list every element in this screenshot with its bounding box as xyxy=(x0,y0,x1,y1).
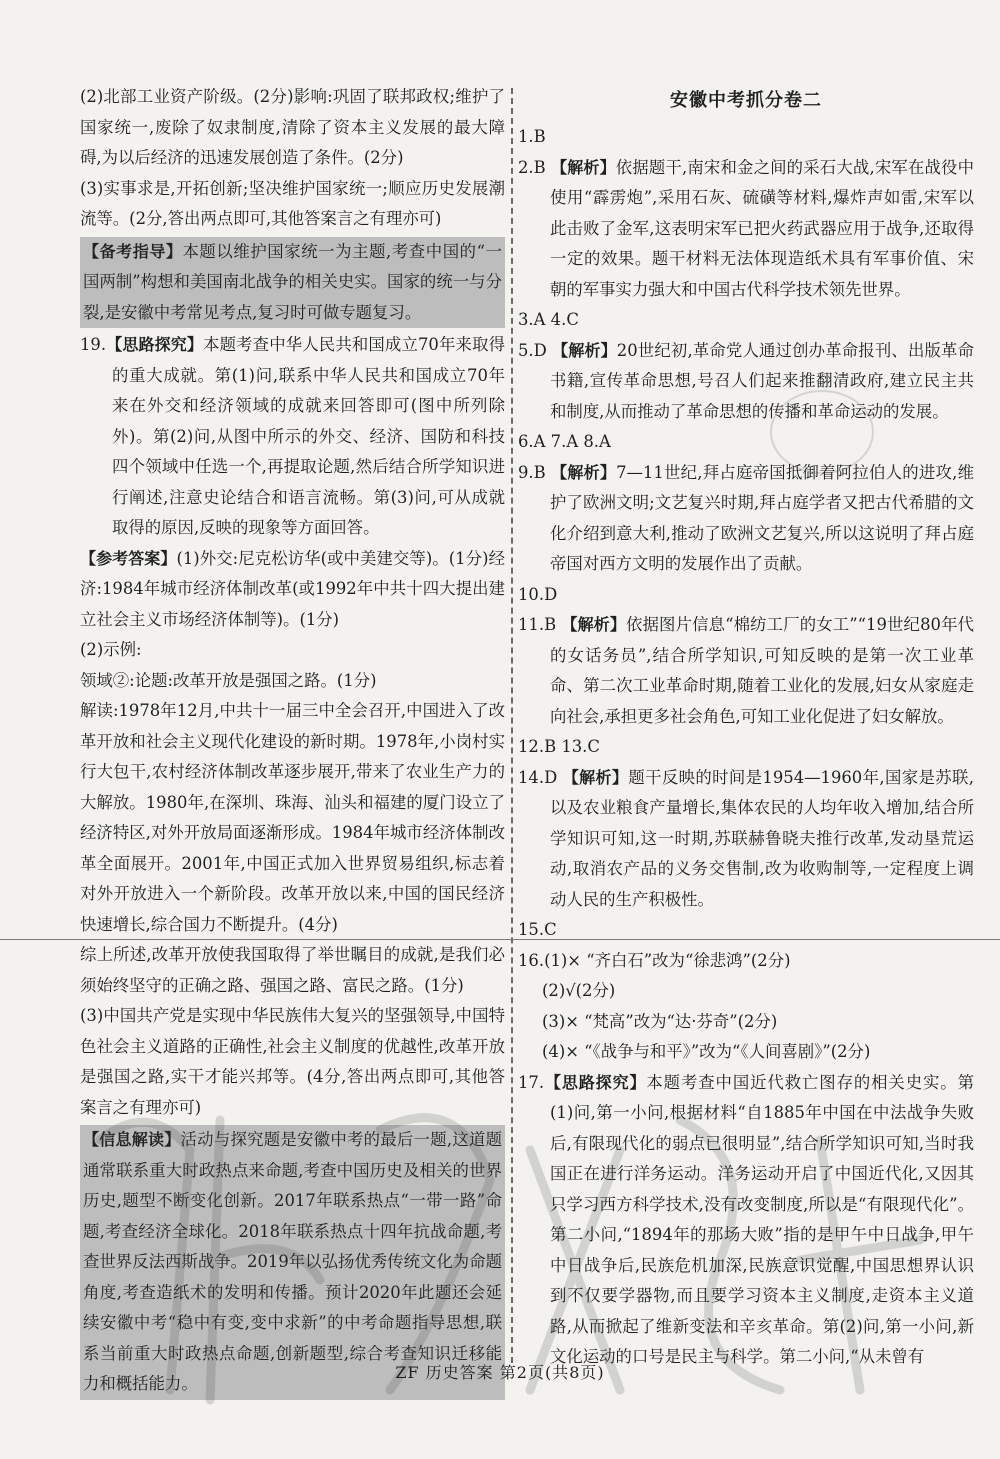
answer-14-body: 题干反映的时间是1954—1960年,国家是苏联,以及农业粮食产量增长,集体农民的人均年收入增加,结合所学知识可知,这一时期,苏联赫鲁晓夫推行改革,发动垦荒运动,取消农产品的义务交售制,改为收购制等,一定程度上调动人民的生产积极性。 xyxy=(550,767,974,909)
answer-5 xyxy=(518,336,974,428)
q19-answer-3: 领域②:论题:改革开放是强国之路。(1分) xyxy=(80,670,377,690)
q19-answer-6: (3)中国共产党是实现中华民族伟大复兴的坚强领导,中国特色社会主义道路的正确性,社会主义制度的优越性,改革开放是强国之路,实干才能兴邦等。(4分,答出两点即可,其他答案言之有理亦可) xyxy=(80,1006,505,1117)
answer-5-body: 20世纪初,革命党人通过创办革命报刊、出版革命书籍,宣传革命思想,号召人们起来推翻清政府,建立民主共和制度,从而推动了革命思想的传播和革命运动的发展。 xyxy=(550,340,974,421)
exam-guide-body: 本题以维护国家统一为主题,考查中国的“一国两制”构想和美国南北战争的相关史实。国家的统一与分裂,是安徽中考常见考点,复习时可做专题复习。 xyxy=(83,241,502,322)
info-interpretation-tag: 【信息解读】 xyxy=(83,1130,181,1149)
answer-6-8: 6.A 7.A 8.A xyxy=(518,432,611,451)
answer-9-body: 7—11世纪,拜占庭帝国抵御着阿拉伯人的进攻,维护了欧洲文明;文艺复兴时期,拜占庭学者又把古代希腊的文化介绍到意大利,推动了欧洲文艺复兴,所以这说明了拜占庭帝国对西方文明的发展作出了贡献。 xyxy=(550,462,974,573)
answer-9-number: 9.B xyxy=(518,462,546,482)
answer-14 xyxy=(518,763,974,916)
answer-16-3: (3)× “梵高”改为“达·芬奇”(2分) xyxy=(542,1011,778,1031)
answer-17-tag: 【思路探究】 xyxy=(544,1072,647,1092)
answer-11-body: 依据图片信息“棉纺工厂的女工”“19世纪80年代的女话务员”,结合所学知识,可知反映的是第一次工业革命、第二次工业革命时期,随着工业化的发展,妇女从家庭走向社会,承担更多社会角色,可知工业化促进了妇女解放。 xyxy=(550,615,974,726)
answer-12-13: 12.B 13.C xyxy=(518,737,600,756)
answer-5-tag: 【解析】 xyxy=(552,340,617,360)
answer-17-number: 17. xyxy=(518,1072,545,1092)
info-interpretation-box xyxy=(80,1125,505,1400)
answer-15: 15.C xyxy=(518,920,557,939)
answer-16-2: (2)√(2分) xyxy=(542,981,616,1000)
q18-part3: (3)实事求是,开拓创新;坚决维护国家统一;顺应历史发展潮流等。(2分,答出两点即可,其他答案言之有理亦可) xyxy=(80,178,505,228)
q19-body: 本题考查中华人民共和国成立70年来取得的重大成就。第(1)问,联系中华人民共和国成立70年来在外交和经济领域的成就来回答即可(图中所列除外)。第(2)问,从图中所示的外交、经济、国防和科技四个领域中任选一个,再提取论题,然后结合所学知识进行阐述,注意史论结合和语言流畅。第(3)问,可从成就取得的原因,反映的现象等方面回答。 xyxy=(112,335,505,537)
q19-tag: 【思路探究】 xyxy=(106,335,204,354)
q19-number: 19. xyxy=(80,335,107,354)
section-title: 安徽中考抓分卷二 xyxy=(670,90,822,111)
answer-2-tag: 【解析】 xyxy=(551,157,616,177)
column-divider xyxy=(511,88,513,1363)
q19-answer-1 xyxy=(80,544,505,636)
page-footer: ZF 历史答案 第2页(共8页) xyxy=(395,1363,605,1382)
exam-guide-box xyxy=(80,237,505,329)
answer-5-number: 5.D xyxy=(518,340,547,360)
q19-answer-tag: 【参考答案】 xyxy=(80,548,177,568)
answer-11-tag: 【解析】 xyxy=(561,615,626,634)
q19-answer-2: (2)示例: xyxy=(80,640,142,659)
answer-3-4: 3.A 4.C xyxy=(518,310,579,329)
answer-14-number: 14.D xyxy=(518,767,558,787)
answer-10: 10.D xyxy=(518,584,558,604)
answer-2-body: 依据题干,南宋和金之间的采石大战,宋军在战役中使用“霹雳炮”,采用石灰、硫磺等材料,爆炸声如雷,宋军以此击败了金军,这表明宋军已把火药武器应用于战争,还取得一定的效果。题干材料无法体现造纸术具有军事价值、宋朝的军事实力强大和中国古代科学技术领先世界。 xyxy=(550,157,975,299)
answer-14-tag: 【解析】 xyxy=(562,767,629,787)
answer-1: 1.B xyxy=(518,127,546,146)
answer-17-body: 本题考查中国近代救亡图存的相关史实。第(1)问,第一小问,根据材料“自1885年中国在中法战争失败后,有限现代化的弱点已很明显”,结合所学知识可知,当时我国正在进行洋务运动。洋务运动开启了中国近代化,又因其只学习西方科学技术,没有改变制度,所以是“有限现代化”。第二小问,“1894年的那场大败”指的是甲午中日战争,甲午中日战争后,民族危机加深,民族意识觉醒,中国思想界认识到不仅要学器物,而且要学习资本主义制度,走资本主义道路,从而掀起了维新变法和辛亥革命。第(2)问,第一小问,新文化运动的口号是民主与科学。第二小问,“从未曾有 xyxy=(550,1072,974,1366)
q19-analysis xyxy=(80,330,505,544)
answer-11-number: 11.B xyxy=(518,615,557,634)
q18-part2: (2)北部工业资产阶级。(2分)影响:巩固了联邦政权;维护了国家统一,废除了奴隶制度,清除了资本主义发展的最大障碍,为以后经济的迅速发展创造了条件。(2分) xyxy=(80,87,505,167)
answer-2-number: 2.B xyxy=(518,157,546,177)
q19-answer-body: (1)外交:尼克松访华(或中美建交等)。(1分)经济:1984年城市经济体制改革(或1992年中共十四大提出建立社会主义市场经济体制等)。(1分) xyxy=(80,548,505,629)
answer-2 xyxy=(518,153,974,306)
q19-answer-5: 综上所述,改革开放使我国取得了举世瞩目的成就,是我们必须始终坚守的正确之路、强国之路、富民之路。(1分) xyxy=(80,945,505,995)
left-column xyxy=(80,82,505,1402)
q19-answer-4: 解读:1978年12月,中共十一届三中全会召开,中国进入了改革开放和社会主义现代化建设的新时期。1978年,小岗村实行大包干,农村经济体制改革逐步展开,带来了农业生产力的大解放。1980年,在深圳、珠海、汕头和福建的厦门设立了经济特区,对外开放局面逐渐形成。1984年城市经济体制改革全面展开。2001年,中国正式加入世界贸易组织,标志着对外开放进入一个新阶段。改革开放以来,中国的国民经济快速增长,综合国力不断提升。(4分) xyxy=(80,701,505,934)
answer-16-1: 16.(1)× “齐白石”改为“徐悲鸿”(2分) xyxy=(518,950,791,970)
answer-11 xyxy=(518,610,974,732)
info-interpretation-body: 活动与探究题是安徽中考的最后一题,这道题通常联系重大时政热点来命题,考查中国历史及相关的世界历史,题型不断变化创新。2017年联系热点“一带一路”命题,考查经济全球化。2018年联系热点十四年抗战命题,考查世界反法西斯战争。2019年以弘扬优秀传统文化为命题角度,考查造纸术的发明和传播。预计2020年此题还会延续安徽中考“稳中有变,变中求新”的中考命题指导思想,联系当前重大时政热点命题,创新题型,综合考查知识迁移能力和概括能力。 xyxy=(83,1130,502,1393)
info-interpretation-text xyxy=(83,1125,502,1400)
right-column xyxy=(518,82,974,1373)
answer-9-tag: 【解析】 xyxy=(551,462,617,482)
exam-guide-text xyxy=(83,237,502,329)
answer-17 xyxy=(518,1068,974,1373)
exam-guide-tag: 【备考指导】 xyxy=(83,241,183,261)
answer-16-4: (4)× “《战争与和平》”改为“《人间喜剧》”(2分) xyxy=(542,1042,871,1061)
answer-9 xyxy=(518,458,974,580)
